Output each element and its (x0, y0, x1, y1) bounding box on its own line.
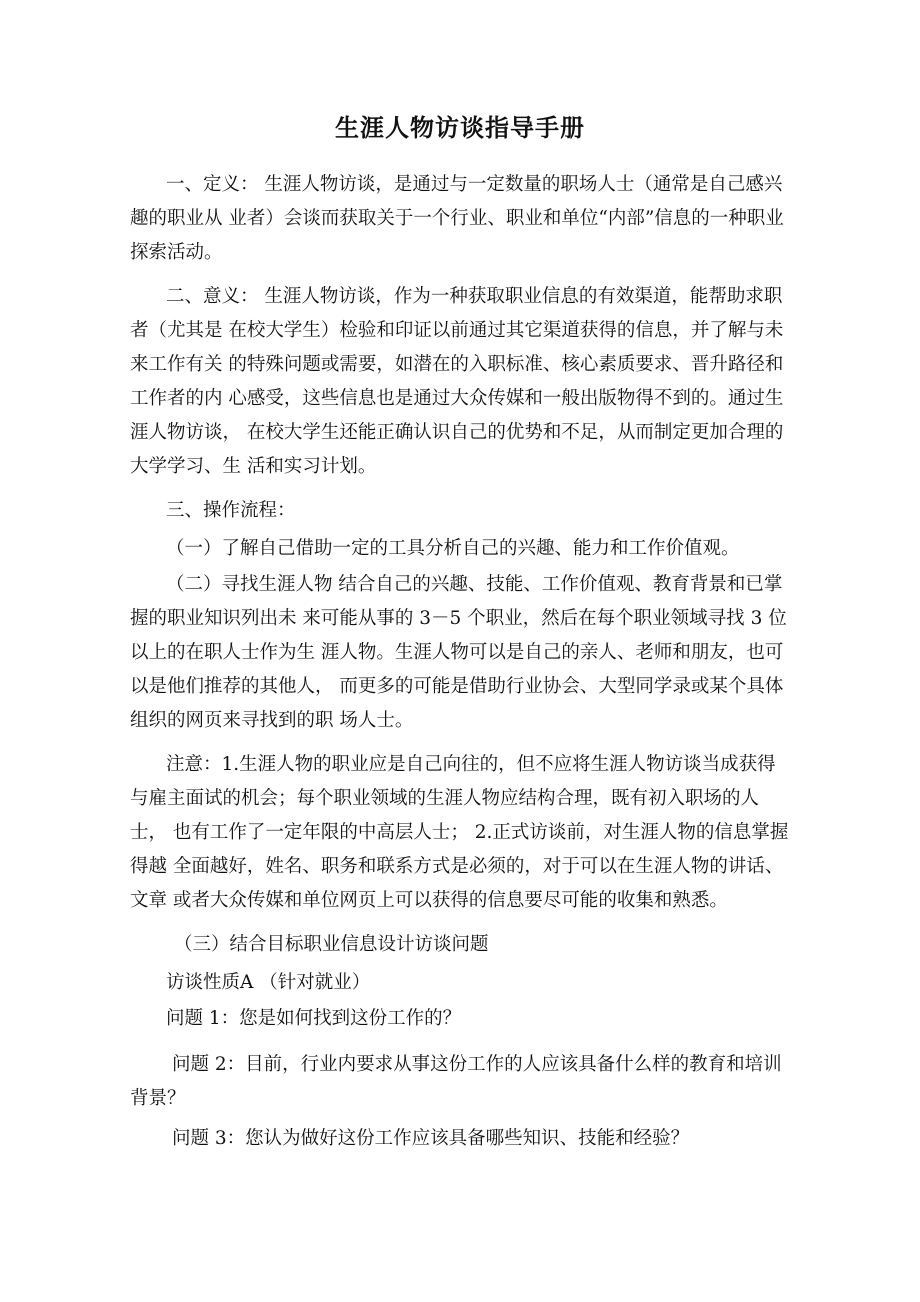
question-2: 问题 2：目前，行业内要求从事这份工作的人应该具备什么样的教育和培训背景？ (130, 1054, 782, 1109)
paragraph-definition: 一、定义： 生涯人物访谈，是通过与一定数量的职场人士（通常是自己感兴趣的职业从 业者）会谈而获取关于一个行业、职业和单位“内部”信息的一种职业探索活动。 (130, 174, 784, 263)
paragraph-significance: 二、意义： 生涯人物访谈，作为一种获取职业信息的有效渠道，能帮助求职者（尤其是 在校大学生）检验和印证以前通过其它渠道获得的信息，并了解与未来工作有关 的特殊问题或需要，如潜在的入职标准、核心素质要求、晋升路径和工作者的内 心感受，这些信息也是通过大众传媒和一般出版物得不到的。通过生涯人物访谈， 在校大学生还能正确认识自己的优势和不足，从而制定更加合理的大学学习、生 活和实习计划。 (130, 286, 784, 477)
step-two: （二）寻找生涯人物 结合自己的兴趣、技能、工作价值观、教育背景和已掌握的职业知识列出未 来可能从事的 3－5 个职业，然后在每个职业领域寻找 3 位以上的在职人士作为生 涯人物。生涯人物可以是自己的亲人、老师和朋友，也可以是他们推荐的其他人， 而更多的可能是借助行业协会、大型同学录或某个具体组织的网页来寻找到的职 场人士。 (130, 574, 787, 731)
step-one: （一）了解自己借助一定的工具分析自己的兴趣、能力和工作价值观。 (166, 538, 740, 559)
interview-type-a: 访谈性质A （针对就业） (166, 972, 371, 993)
note-paragraph: 注意：1.生涯人物的职业应是自己向往的，但不应将生涯人物访谈当成获得与雇主面试的机会；每个职业领域的生涯人物应结构合理，既有初入职场的人士， 也有工作了一定年限的中高层人士； 2.正式访谈前，对生涯人物的信息掌握得越 全面越好，姓名、职务和联系方式是必须的，对于可以在生涯人物的讲话、文章 或者大众传媒和单位网页上可以获得的信息要尽可能的收集和熟悉。 (130, 754, 789, 911)
step-three: （三）结合目标职业信息设计访谈问题 (174, 934, 489, 955)
heading-operation-process: 三、操作流程： (166, 500, 296, 521)
question-3: 问题 3：您认为做好这份工作应该具备哪些知识、技能和经验？ (172, 1128, 690, 1149)
question-1: 问题 1：您是如何找到这份工作的？ (166, 1008, 462, 1029)
document-title: 生涯人物访谈指导手册 (335, 114, 585, 142)
